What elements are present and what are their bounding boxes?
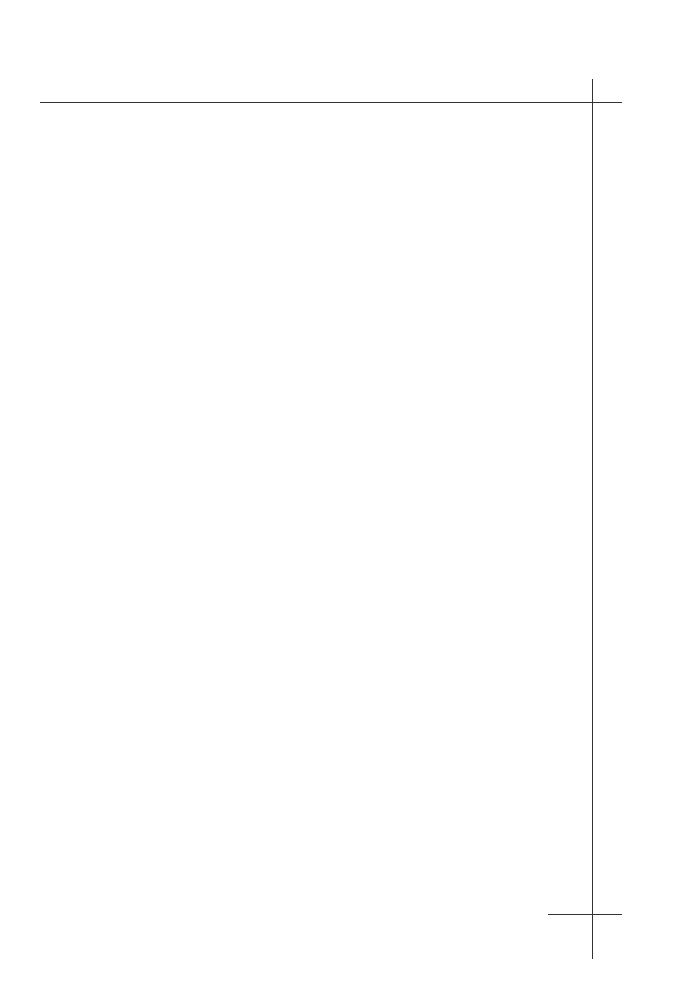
margin-rule [592, 79, 593, 959]
footer-rule [548, 914, 622, 915]
header-rule [40, 102, 622, 103]
